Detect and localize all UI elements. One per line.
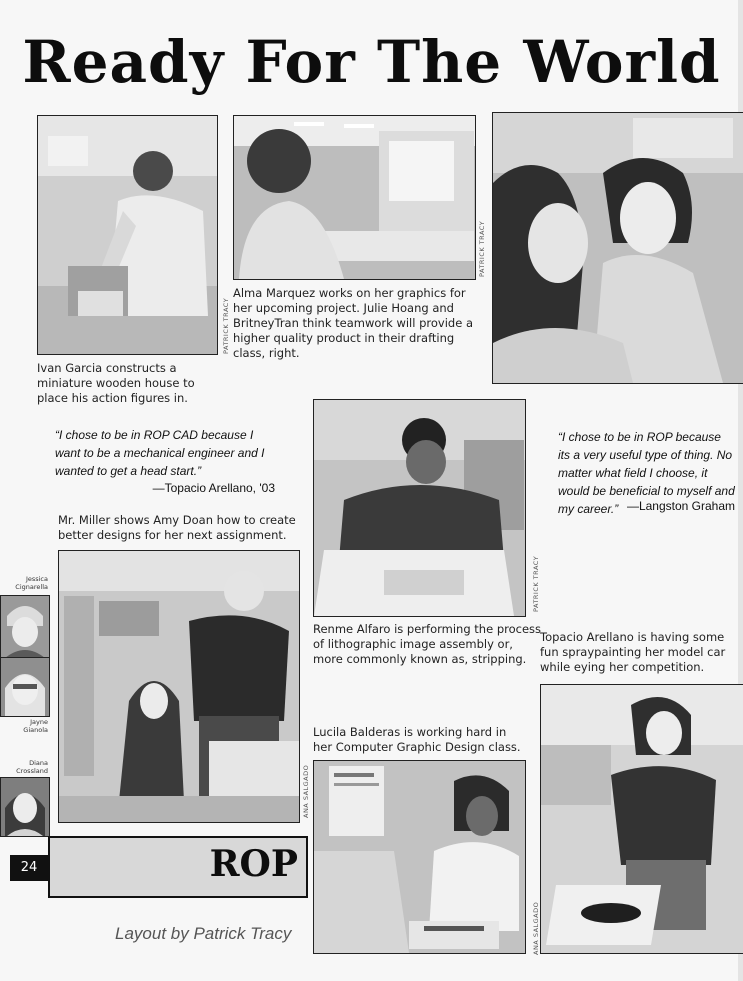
photo-credit: PATRICK TRACY [532, 555, 540, 612]
caption-miller: Mr. Miller shows Amy Doan how to create better designs for her next assignment. [58, 513, 296, 542]
photo-julie-britney [492, 112, 743, 384]
page-title: Ready For The World [22, 28, 721, 96]
layout-credit: Layout by Patrick Tracy [115, 924, 292, 943]
photo-topacio-arellano [540, 684, 743, 954]
photo-credit: ANA SALGADO [532, 901, 540, 955]
quote-topacio-attribution: —Topacio Arellano, '03 [152, 481, 275, 495]
caption-ivan: Ivan Garcia constructs a miniature wooden house to place his action figures in. [37, 361, 195, 405]
photo-miller-amy [58, 550, 300, 823]
caption-alma: Alma Marquez works on her graphics for her upcoming project. Julie Hoang and BritneyTran think teamwork will provide a higher quality product in their drafting class, right. [233, 286, 473, 360]
portrait-diana [0, 777, 50, 837]
caption-renme: Renme Alfaro is performing the process of lithographic image assembly or, more commonly known as, stripping. [313, 622, 542, 666]
portrait-jayne [0, 657, 50, 717]
photo-alma-marquez [233, 115, 476, 280]
photo-credit: PATRICK TRACY [478, 220, 486, 277]
sidebar-name: Diana Crossland [16, 759, 48, 775]
section-bar [48, 836, 308, 898]
quote-langston: “I chose to be in ROP because its a very useful type of thing. No matter what field I choose, it would be beneficial to myself and my career.” [558, 430, 735, 516]
quote-topacio: “I chose to be in ROP CAD because I want to be a mechanical engineer and I wanted to get a head start.” [55, 428, 265, 478]
photo-lucila-balderas [313, 760, 526, 954]
sidebar-name: Jessica Cignarella [15, 575, 48, 591]
photo-credit: PATRICK TRACY [222, 297, 230, 354]
photo-ivan-garcia [37, 115, 218, 355]
section-title: ROP [209, 843, 298, 885]
caption-topacio: Topacio Arellano is having some fun spraypainting her model car while eying her competition. [540, 630, 726, 674]
sidebar-name: Jayne Gianola [23, 718, 48, 734]
photo-renme-alfaro [313, 399, 526, 617]
page-number: 24 [10, 855, 48, 881]
portrait-jessica [0, 595, 50, 659]
caption-lucila: Lucila Balderas is working hard in her Computer Graphic Design class. [313, 725, 521, 754]
photo-credit: ANA SALGADO [302, 764, 310, 818]
quote-langston-attribution: —Langston Graham [626, 499, 735, 513]
